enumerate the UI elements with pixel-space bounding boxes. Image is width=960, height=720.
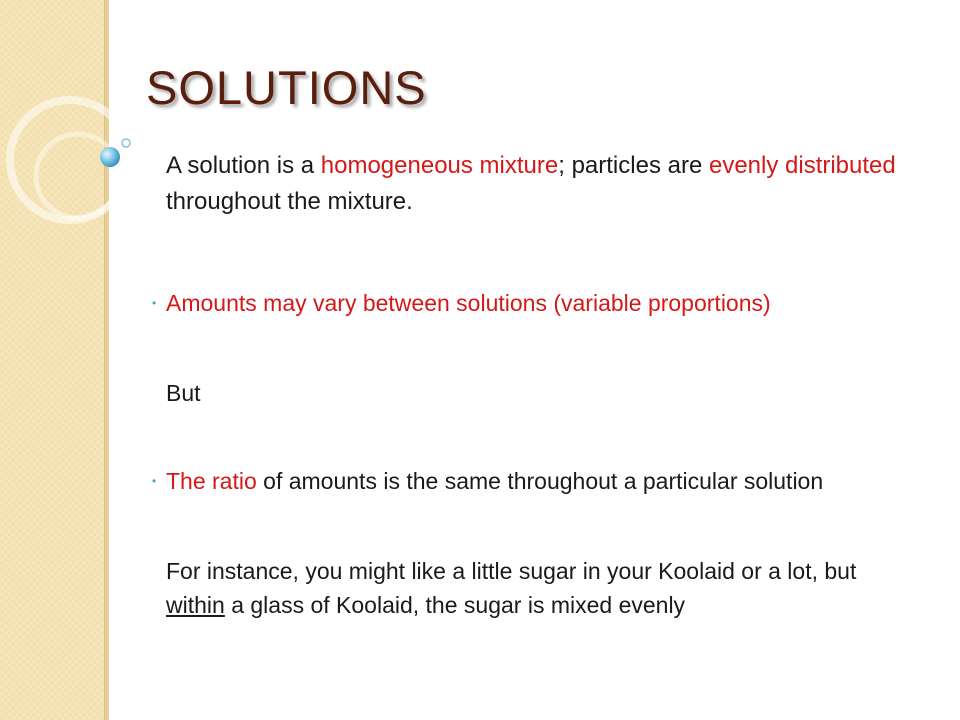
definition-text-3: throughout the mixture.: [166, 188, 413, 215]
bullet-marker: •: [152, 296, 157, 310]
example-underlined-within: within: [166, 592, 225, 618]
bullet-ratio-highlight: The ratio: [166, 468, 257, 494]
definition-highlight-evenly: evenly distributed: [708, 152, 896, 179]
definition-text-2: ; particles are: [558, 152, 709, 179]
connector-text: But: [166, 380, 201, 406]
bullet-ratio-text: of amounts is the same throughout a particular solution: [256, 468, 824, 494]
definition-highlight-homogeneous: homogeneous mixture: [320, 152, 559, 179]
slide-body: [152, 148, 916, 622]
bullet-marker: •: [152, 474, 157, 488]
slide-title: SOLUTIONS: [146, 61, 427, 114]
decorative-ring-inner: [36, 134, 120, 218]
decorative-bubble-large: [100, 147, 120, 167]
bullet-variable-amounts: [152, 286, 916, 320]
definition-text-1: A solution is a: [166, 152, 321, 179]
example-text-2: a glass of Koolaid, the sugar is mixed evenly: [224, 592, 686, 618]
bullet-ratio: [152, 464, 916, 498]
definition-paragraph: [166, 148, 916, 220]
example-text-1: For instance, you might like a little sugar in your Koolaid or a lot, but: [166, 558, 857, 584]
bullet-variable-amounts-text: Amounts may vary between solutions (variable proportions): [166, 290, 771, 316]
example-paragraph: [166, 554, 916, 622]
decorative-bubble-small: [122, 139, 130, 147]
